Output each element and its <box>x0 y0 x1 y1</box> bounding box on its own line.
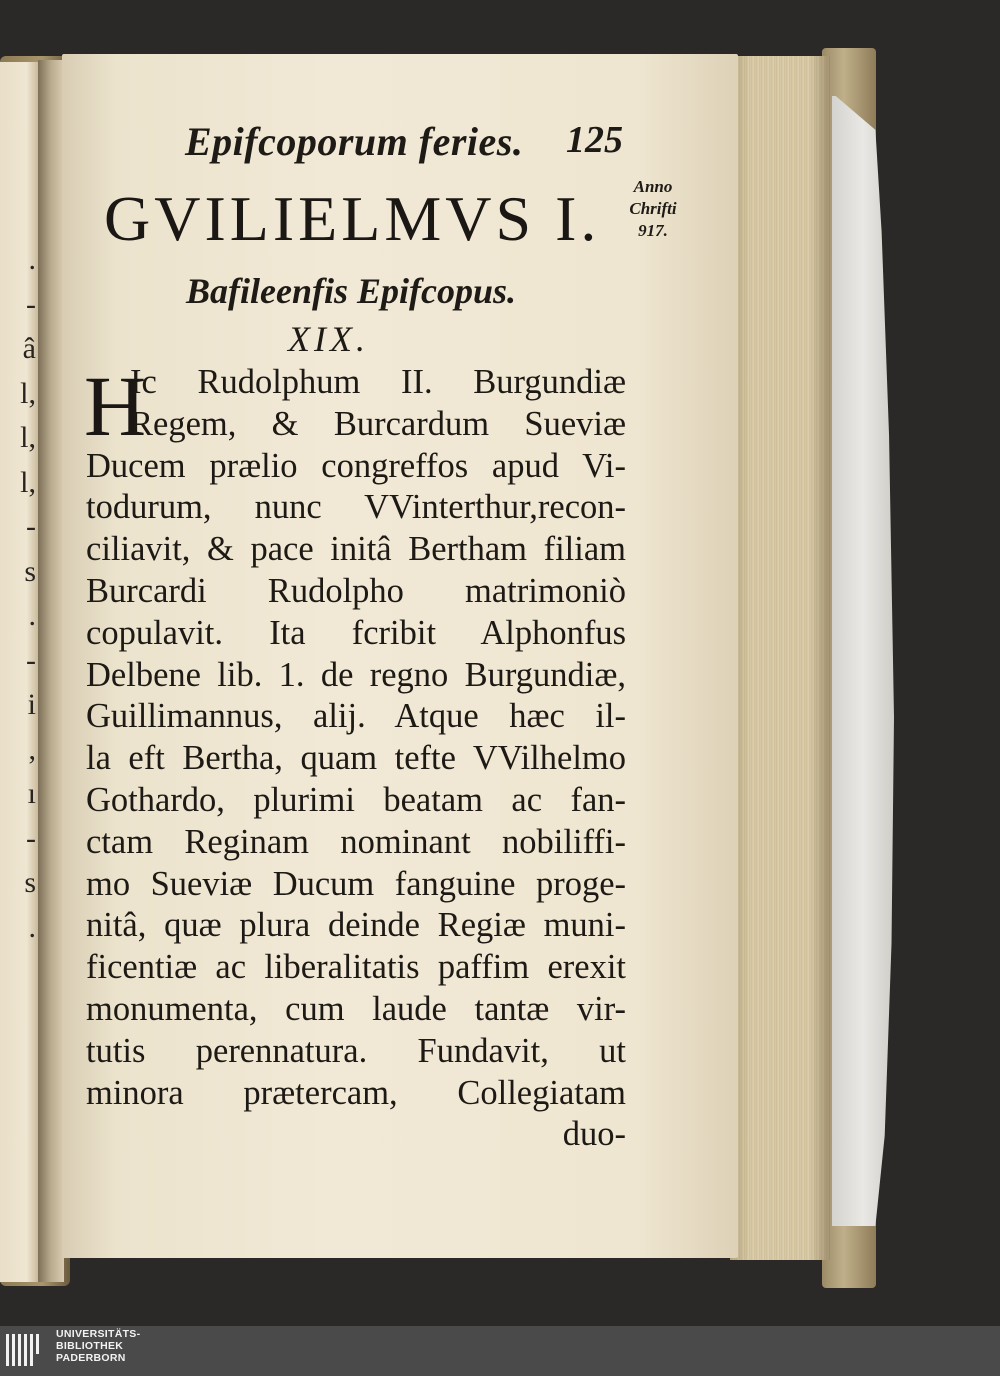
catchword: duo- <box>562 1115 626 1154</box>
left-page <box>0 62 38 1282</box>
logo-line: BIBLIOTHEK <box>56 1340 124 1352</box>
body-line: tutis perennatura. Fundavit, ut <box>86 1031 626 1070</box>
subtitle: Bafileenfis Epifcopus. <box>186 271 516 311</box>
left-page-fragment: l, <box>20 421 36 454</box>
chapter-title: GVILIELMVS I. <box>104 183 601 254</box>
left-page-fragment: - <box>26 510 36 543</box>
footer-bar <box>0 1326 1000 1376</box>
library-logo-icon <box>6 1330 46 1370</box>
page-block-shading <box>730 56 830 1260</box>
left-page-fragment: i <box>27 688 36 721</box>
library-logo-text <box>56 1328 140 1364</box>
body-line: mo Sueviæ Ducum fanguine proge- <box>86 864 626 903</box>
left-page-fragment: l, <box>20 465 36 499</box>
left-page-fragment: â <box>22 332 36 365</box>
running-head: Epifcoporum feries. <box>185 119 524 164</box>
left-page-fragment: . <box>28 910 36 944</box>
left-page-text-fragments <box>2 238 36 950</box>
logo-line: PADERBORN <box>56 1352 126 1364</box>
roman-numeral: XIX. <box>288 319 369 359</box>
body-line: copulavit. Ita fcribit Alphonfus <box>86 613 626 652</box>
body-line: minora prætercam, Collegiatam <box>86 1073 626 1112</box>
left-page-fragment: - <box>26 821 36 855</box>
left-page-fragment: . <box>28 599 36 632</box>
body-line: Guillimannus, alij. Atque hæc il- <box>86 697 626 736</box>
body-line: Ic Rudolphum II. Burgundiæ <box>130 363 626 401</box>
body-line: todurum, nunc VVinterthur,recon- <box>86 488 626 527</box>
logo-line: UNIVERSITÄTS- <box>56 1328 141 1340</box>
body-line: Delbene lib. 1. de regno Burgundiæ, <box>86 655 626 694</box>
margin-note <box>618 176 688 242</box>
body-line: ctam Reginam nominant nobiliffi- <box>86 822 626 861</box>
left-page-fragment: - <box>26 287 36 321</box>
body-line: ciliavit, & pace initâ Bertham filiam <box>86 530 626 569</box>
left-page-fragment: - <box>26 643 36 677</box>
left-page-fragment: l, <box>20 376 36 410</box>
left-page-fragment: s <box>24 866 36 899</box>
body-line: ficentiæ ac liberalitatis paffim erexit <box>86 948 626 987</box>
body-line: Gothardo, plurimi beatam ac fan- <box>86 780 626 819</box>
body-line: Regem, & Burcardum Sueviæ <box>130 404 626 443</box>
margin-note-line: 917. <box>638 221 668 240</box>
body-text <box>84 358 626 1156</box>
body-line: Ducem prælio congreffos apud Vi- <box>86 446 626 485</box>
left-page-fragment: . <box>28 243 36 276</box>
margin-note-line: Chrifti <box>629 199 677 218</box>
left-page-fragment: , <box>28 732 36 766</box>
body-line: la eft Bertha, quam tefte VVilhelmo <box>86 739 626 778</box>
left-page-fragment: s <box>24 554 36 588</box>
margin-note-line: Anno <box>633 177 673 196</box>
page-number: 125 <box>566 119 623 161</box>
body-line: nitâ, quæ plura deinde Regiæ muni- <box>86 906 626 945</box>
book-gutter <box>38 60 64 1282</box>
drop-cap: H <box>84 358 147 454</box>
left-page-fragment: ı <box>27 777 36 810</box>
body-line: monumenta, cum laude tantæ vir- <box>86 989 626 1028</box>
body-line: Burcardi Rudolpho matrimoniò <box>86 571 626 610</box>
